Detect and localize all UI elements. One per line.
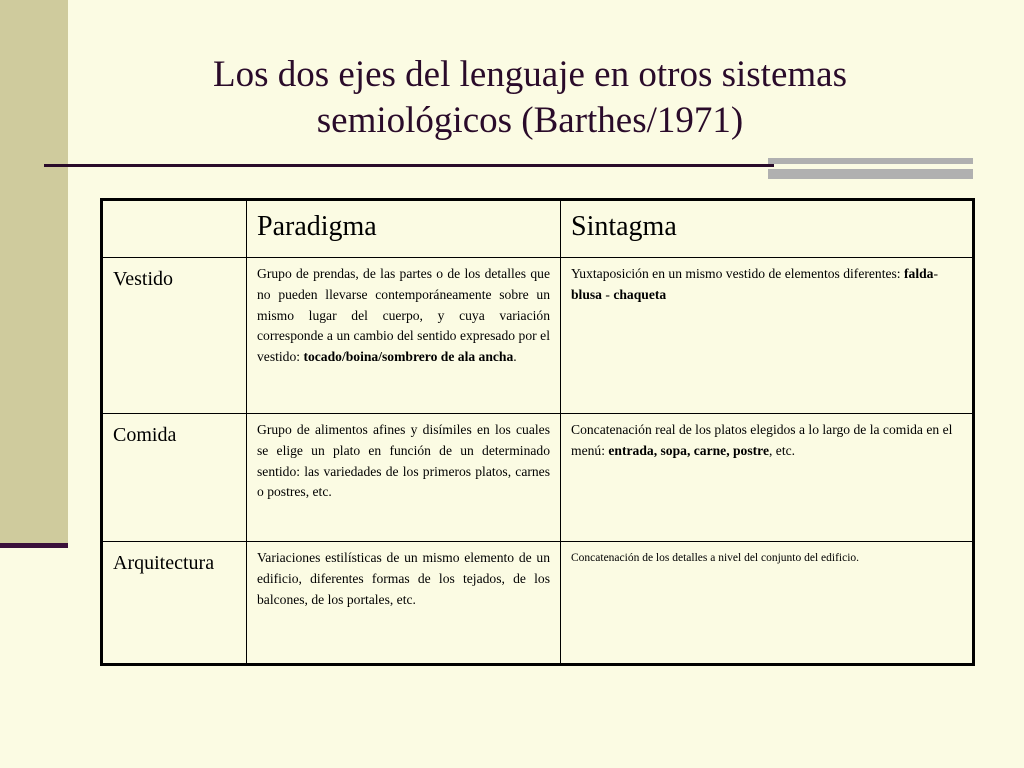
paradigma-cell: Variaciones estilísticas de un mismo elemento de un edificio, diferentes formas de los tejados, de los balcones, de los portales, etc. xyxy=(247,542,561,665)
row-label: Arquitectura xyxy=(102,542,247,665)
title-divider xyxy=(44,164,774,167)
paradigma-cell xyxy=(247,258,561,414)
title-line-2: semiológicos (Barthes/1971) xyxy=(316,100,744,141)
title-divider-accent-bottom xyxy=(768,169,973,179)
paradigma-example: tocado/boina/sombrero de ala ancha xyxy=(303,349,514,365)
title-divider-accent-top xyxy=(768,158,973,164)
sintagma-separator-1: - xyxy=(933,266,938,281)
sintagma-example-1: falda xyxy=(904,266,934,281)
title-line-1: Los dos ejes del lenguaje en otros sistemas xyxy=(212,54,847,95)
sintagma-cell: Concatenación de los detalles a nivel del conjunto del edificio. xyxy=(561,542,974,665)
paradigma-cell: Grupo de alimentos afines y disímiles en los cuales se elige un plato en función de un determinado sentido: las variedades de los primeros platos, carnes o postres, etc. xyxy=(247,414,561,542)
sintagma-cell xyxy=(561,258,974,414)
table-row-arquitectura xyxy=(102,542,974,665)
sintagma-separator-2: - xyxy=(601,286,614,302)
sintagma-cell xyxy=(561,414,974,542)
header-empty xyxy=(102,200,247,258)
left-decorative-band xyxy=(0,0,68,546)
header-sintagma: Sintagma xyxy=(561,200,974,258)
left-accent-line xyxy=(0,543,68,548)
sintagma-example: entrada, sopa, carne, postre xyxy=(608,442,769,458)
header-paradigma: Paradigma xyxy=(247,200,561,258)
sintagma-text: Concatenación real de los platos elegidos a lo largo de la comida en el menú: xyxy=(571,422,953,458)
sintagma-example-2: blusa xyxy=(571,286,602,302)
row-label: Comida xyxy=(102,414,247,542)
sintagma-end: , etc. xyxy=(769,442,796,458)
paradigma-end: . xyxy=(513,349,517,365)
sintagma-text: Yuxtaposición en un mismo vestido de elementos diferentes: xyxy=(571,266,901,281)
table-header-row xyxy=(102,200,974,258)
table-row-comida xyxy=(102,414,974,542)
comparison-table xyxy=(100,198,975,666)
sintagma-example-3: chaqueta xyxy=(613,286,667,302)
row-label: Vestido xyxy=(102,258,247,414)
table-row-vestido xyxy=(102,258,974,414)
paradigma-text: Grupo de prendas, de las partes o de los detalles que no pueden llevarse contemporáneamente sobre un mismo lugar del cuerpo, y cuya variación corresponde a un cambio del sentido expresado por el vestido: xyxy=(257,266,550,365)
slide-title xyxy=(170,52,890,144)
